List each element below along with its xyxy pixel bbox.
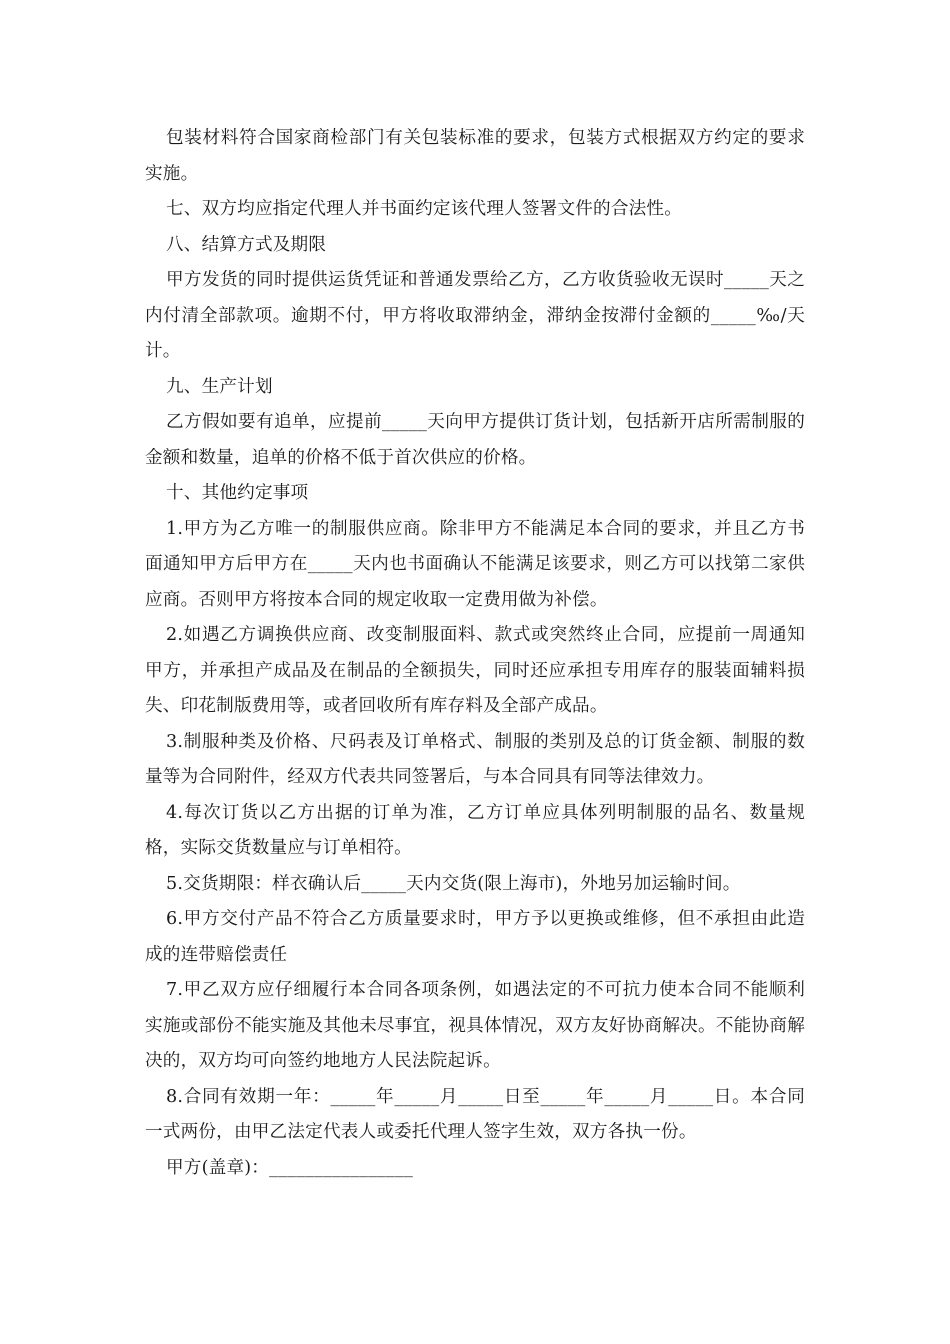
heading-clause-10: 十、其他约定事项 xyxy=(166,483,309,503)
paragraph-item-8: 8.合同有效期一年：_____年_____月_____日至_____年_____月_____日。本合同一式两份，由甲乙法定代表人或委托代理人签字生效，双方各执一份。 xyxy=(145,1086,805,1142)
paragraph-item-7: 7.甲乙双方应仔细履行本合同各项条例，如遇法定的不可抗力使本合同不能顺利实施或部份不能实施及其他未尽事宜，视具体情况，双方友好协商解决。不能协商解决的，双方均可向签约地地方人民法院起诉。 xyxy=(145,980,805,1071)
paragraph-clause-7: 七、双方均应指定代理人并书面约定该代理人签署文件的合法性。 xyxy=(166,199,683,219)
heading-clause-9: 九、生产计划 xyxy=(166,376,273,397)
document-body xyxy=(145,121,805,1186)
paragraph-item-2: 2.如遇乙方调换供应商、改变制服面料、款式或突然终止合同，应提前一周通知甲方，并承担产成品及在制品的全额损失，同时还应承担专用库存的服装面辅料损失、印花制版费用等，或者回收所有库存料及全部产成品。 xyxy=(145,625,805,716)
paragraph-settlement: 甲方发货的同时提供运货凭证和普通发票给乙方，乙方收货验收无误时_____天之内付清全部款项。逾期不付，甲方将收取滞纳金，滞纳金按滞付金额的_____‰/天计。 xyxy=(145,270,805,361)
signature-party-a: 甲方(盖章)：________________ xyxy=(166,1157,414,1178)
paragraph-item-4: 4.每次订货以乙方出据的订单为准，乙方订单应具体列明制服的品名、数量规格，实际交货数量应与订单相符。 xyxy=(145,802,805,858)
paragraph-item-5: 5.交货期限：样衣确认后_____天内交货(限上海市)，外地另加运输时间。 xyxy=(166,873,741,894)
paragraph-item-1: 1.甲方为乙方唯一的制服供应商。除非甲方不能满足本合同的要求，并且乙方书面通知甲方后甲方在_____天内也书面确认不能满足该要求，则乙方可以找第二家供应商。否则甲方将按本合同的规定收取一定费用做为补偿。 xyxy=(145,518,805,610)
paragraph-item-3: 3.制服种类及价格、尺码表及订单格式、制服的类别及总的订货金额、制服的数量等为合同附件，经双方代表共同签署后，与本合同具有同等法律效力。 xyxy=(145,731,805,787)
paragraph-production-plan: 乙方假如要有追单，应提前_____天向甲方提供订货计划，包括新开店所需制服的金额和数量，追单的价格不低于首次供应的价格。 xyxy=(145,412,805,468)
paragraph-packaging: 包装材料符合国家商检部门有关包装标准的要求，包装方式根据双方约定的要求实施。 xyxy=(145,128,805,184)
heading-clause-8: 八、结算方式及期限 xyxy=(166,234,327,255)
paragraph-item-6: 6.甲方交付产品不符合乙方质量要求时，甲方予以更换或维修，但不承担由此造成的连带赔偿责任 xyxy=(145,909,805,965)
